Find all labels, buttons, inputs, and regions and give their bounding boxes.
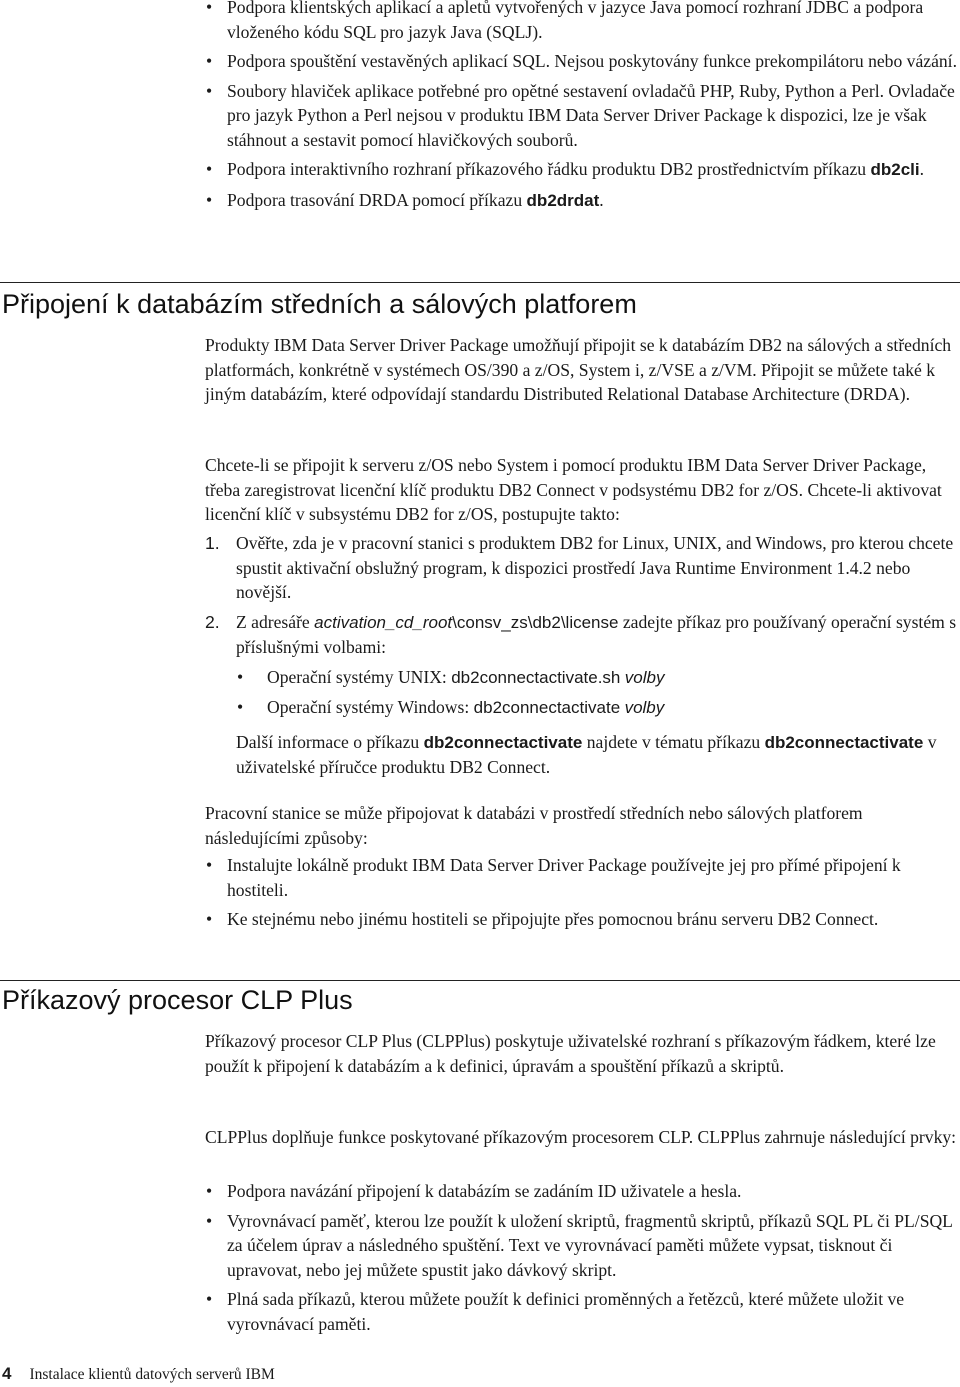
list-item bbox=[205, 79, 960, 153]
bullet-text: Podpora navázání připojení k databázím se zadáním ID uživatele a hesla. bbox=[227, 1181, 742, 1201]
section-divider bbox=[0, 980, 960, 981]
bullet-icon: • bbox=[237, 697, 244, 717]
activation-steps bbox=[205, 531, 960, 780]
section1-paragraph-1: Produkty IBM Data Server Driver Package umožňují připojit se k databázím DB2 na sálových a středních platformách, konkrétně v systémech OS/390 a z/OS, System i, z/VSE a z/VM. Připojit se můžete také k jiným databázím, které odpovídají standardu Distributed Relational Database Architecture (DRDA). bbox=[205, 335, 952, 404]
list-item bbox=[236, 695, 960, 721]
bullet-icon: • bbox=[206, 0, 213, 17]
step-item bbox=[205, 610, 960, 780]
command-windows: db2connectactivate bbox=[473, 698, 621, 717]
command-db2drdat: db2drdat bbox=[526, 190, 600, 210]
list-item bbox=[205, 49, 960, 74]
command-options: volby bbox=[624, 698, 665, 717]
top-bullet-list bbox=[205, 0, 960, 213]
bullet-icon: • bbox=[206, 1289, 213, 1309]
command-options: volby bbox=[624, 667, 665, 687]
page-footer bbox=[2, 1362, 275, 1387]
bullet-icon: • bbox=[206, 51, 213, 71]
bullet-text: Podpora spouštění vestavěných aplikací SQL. Nejsou poskytovány funkce prekompilátoru nebo vázání. bbox=[227, 51, 957, 71]
os-label: Operační systémy UNIX: bbox=[267, 666, 447, 687]
command-db2connectactivate: db2connectactivate bbox=[764, 732, 924, 752]
list-item bbox=[205, 1179, 960, 1204]
clpplus-features-list bbox=[205, 1179, 960, 1336]
bullet-text: Podpora klientských aplikací a apletů vytvořených v jazyce Java pomocí rozhraní JDBC a podpora vloženého kódu SQL pro jazyk Java (SQLJ). bbox=[227, 0, 924, 42]
bullet-icon: • bbox=[237, 666, 244, 687]
bullet-text: Podpora interaktivního rozhraní příkazového řádku produktu DB2 prostřednictvím příkazu bbox=[227, 159, 867, 179]
footer-title: Instalace klientů datových serverů IBM bbox=[29, 1366, 275, 1383]
command-db2cli: db2cli bbox=[870, 160, 920, 179]
section-heading-clpplus: Příkazový procesor CLP Plus bbox=[2, 985, 353, 1015]
section2-paragraph-2: CLPPlus doplňuje funkce poskytované příkazovým procesorem CLP. CLPPlus zahrnuje následující prvky: bbox=[205, 1127, 957, 1147]
bullet-icon: • bbox=[206, 189, 213, 210]
command-db2connectactivate: db2connectactivate bbox=[423, 732, 583, 752]
list-item bbox=[205, 1209, 960, 1283]
bullet-text: Vyrovnávací paměť, kterou lze použít k uložení skriptů, fragmentů skriptů, příkazů SQL PL či PL/SQL za účelem úprav a následného spuštění. Text ve vyrovnávací paměti můžete vypsat, tisknout či upravovat, nebo jej můžete spustit jako dávkový skript. bbox=[227, 1210, 953, 1280]
bullet-text: Soubory hlaviček aplikace potřebné pro opětné sestavení ovladačů PHP, Ruby, Python a Perl. Ovladače pro jazyk Python a Perl nejsou v produktu IBM Data Server Driver Package k dispozici, lze je však stáhnout a sestavit pomocí hlavičkových souborů. bbox=[227, 80, 955, 150]
punctuation: . bbox=[599, 189, 604, 210]
os-command-list bbox=[236, 665, 960, 721]
list-item bbox=[205, 1287, 960, 1336]
bullet-text: Plná sada příkazů, kterou můžete použít k definici proměnných a řetězců, které můžete uložit ve vyrovnávací paměti. bbox=[227, 1289, 905, 1334]
step-number: 1. bbox=[205, 533, 220, 553]
step-text: Ověřte, zda je v pracovní stanici s produktem DB2 for Linux, UNIX, and Windows, pro kterou chcete spustit aktivační obslužný program, k dispozici prostředí Java Runtime Environment 1.4.2 nebo novější. bbox=[236, 533, 954, 602]
command-unix: db2connectactivate.sh bbox=[451, 667, 621, 687]
bullet-icon: • bbox=[206, 855, 213, 875]
list-item bbox=[236, 665, 960, 691]
punctuation: . bbox=[919, 159, 925, 179]
more-info-note: Další informace o příkazu db2connectactivate najdete v tématu příkazu db2connectactivate v uživatelské příručce produktu DB2 Connect. bbox=[236, 731, 937, 777]
bullet-text: Ke stejnému nebo jinému hostiteli se připojujte přes pomocnou bránu serveru DB2 Connect. bbox=[227, 909, 879, 929]
bullet-text: Podpora trasování DRDA pomocí příkazu bbox=[227, 189, 523, 210]
bullet-text: Instalujte lokálně produkt IBM Data Server Driver Package používejte jej pro přímé připojení k hostiteli. bbox=[227, 855, 901, 900]
list-item bbox=[205, 853, 960, 902]
list-item bbox=[205, 188, 960, 214]
step-number: 2. bbox=[205, 611, 220, 632]
page-number: 4 bbox=[2, 1364, 12, 1383]
connection-methods-list bbox=[205, 853, 960, 932]
bullet-icon: • bbox=[206, 80, 213, 101]
bullet-icon: • bbox=[206, 1210, 213, 1231]
license-path: activation_cd_root\consv_zs\db2\license bbox=[314, 612, 619, 632]
section-divider bbox=[0, 282, 960, 283]
bullet-icon: • bbox=[206, 1181, 213, 1201]
section2-paragraph-1: Příkazový procesor CLP Plus (CLPPlus) poskytuje uživatelské rozhraní s příkazovým řádkem, které lze použít k připojení k databázím a k definici, úpravám a spouštění příkazů a skriptů. bbox=[205, 1031, 936, 1076]
list-item bbox=[205, 157, 960, 183]
list-item bbox=[205, 907, 960, 932]
section-heading-mainframe: Připojení k databázím středních a sálových platforem bbox=[2, 289, 637, 319]
step-item bbox=[205, 531, 960, 605]
section1-paragraph-2: Chcete-li se připojit k serveru z/OS nebo System i pomocí produktu IBM Data Server Driver Package, třeba zaregistrovat licenční klíč produktu DB2 Connect v podsystému DB2 for z/OS. Chcete-li aktivovat licenční klíč v subsystému DB2 for z/OS, postupujte takto: bbox=[205, 455, 942, 524]
bullet-icon: • bbox=[206, 909, 213, 929]
bullet-icon: • bbox=[206, 159, 213, 179]
step-text: Z adresáře bbox=[236, 611, 310, 632]
step-text: zadejte příkaz pro používaný operační systém s příslušnými volbami: bbox=[236, 611, 957, 657]
section1-paragraph-3: Pracovní stanice se může připojovat k databázi v prostředí středních nebo sálových platforem následujícími způsoby: bbox=[205, 803, 863, 848]
os-label: Operační systémy Windows: bbox=[267, 697, 470, 717]
list-item bbox=[205, 0, 960, 44]
